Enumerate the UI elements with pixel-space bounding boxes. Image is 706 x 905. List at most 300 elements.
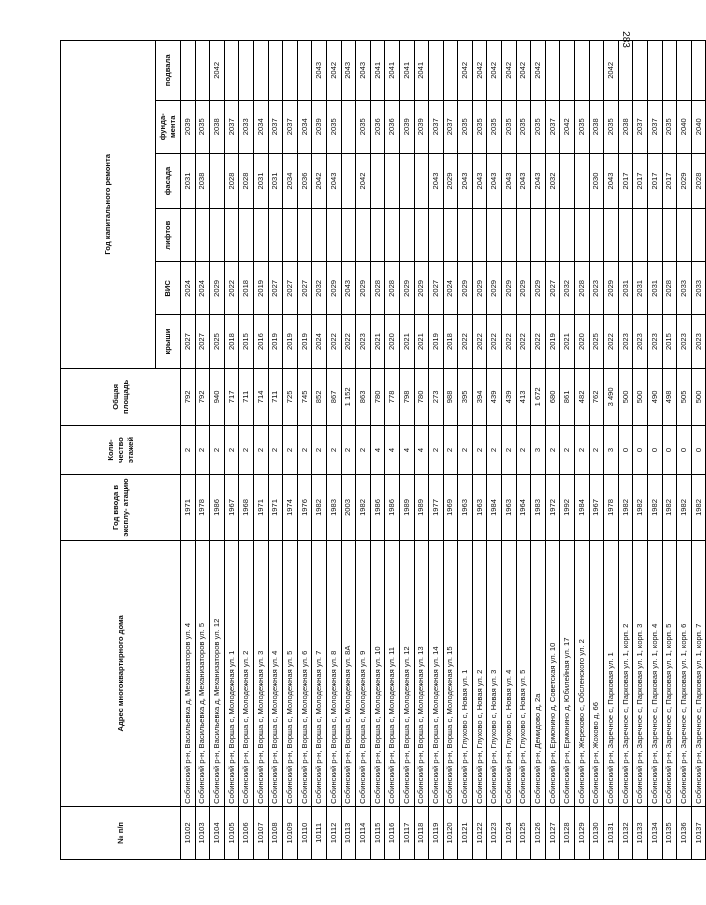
cell-foundation: 2035 bbox=[502, 100, 517, 153]
cell-facade: 2043 bbox=[326, 153, 341, 208]
cell-year: 1972 bbox=[545, 475, 560, 541]
cell-facade: 2036 bbox=[297, 153, 312, 208]
cell-num: 10115 bbox=[370, 806, 385, 859]
cell-floors: 4 bbox=[385, 426, 400, 475]
cell-lift bbox=[604, 209, 619, 262]
table-row bbox=[181, 41, 196, 860]
cell-lift bbox=[253, 209, 268, 262]
header-vis: ВИС bbox=[156, 262, 181, 315]
cell-vis: 2029 bbox=[210, 262, 225, 315]
cell-roof: 2015 bbox=[239, 315, 254, 368]
cell-roof: 2019 bbox=[297, 315, 312, 368]
cell-lift bbox=[399, 209, 414, 262]
cell-floors: 4 bbox=[414, 426, 429, 475]
cell-lift bbox=[239, 209, 254, 262]
cell-area: 711 bbox=[268, 368, 283, 425]
cell-vis: 2032 bbox=[312, 262, 327, 315]
table-row bbox=[239, 41, 254, 860]
cell-floors: 2 bbox=[443, 426, 458, 475]
cell-lift bbox=[356, 209, 371, 262]
cell-year: 1984 bbox=[575, 475, 590, 541]
cell-roof: 2016 bbox=[253, 315, 268, 368]
cell-roof: 2020 bbox=[385, 315, 400, 368]
cell-basement: 2042 bbox=[531, 41, 546, 101]
cell-lift bbox=[560, 209, 575, 262]
cell-address: Собинский р-н, Ворша с, Молодежная ул. 15 bbox=[443, 540, 458, 806]
cell-facade bbox=[370, 153, 385, 208]
cell-num: 10112 bbox=[326, 806, 341, 859]
cell-lift bbox=[691, 209, 706, 262]
cell-year: 1982 bbox=[677, 475, 692, 541]
cell-lift bbox=[385, 209, 400, 262]
cell-vis: 2029 bbox=[531, 262, 546, 315]
table-row bbox=[195, 41, 210, 860]
cell-foundation: 2038 bbox=[210, 100, 225, 153]
cell-foundation: 2037 bbox=[648, 100, 663, 153]
cell-address: Собинский р-н, Ворша с, Молодежная ул. 10 bbox=[370, 540, 385, 806]
cell-year: 1982 bbox=[648, 475, 663, 541]
cell-num: 10126 bbox=[531, 806, 546, 859]
table-row bbox=[575, 41, 590, 860]
table-row bbox=[253, 41, 268, 860]
cell-roof: 2027 bbox=[195, 315, 210, 368]
cell-area: 792 bbox=[195, 368, 210, 425]
cell-num: 10133 bbox=[633, 806, 648, 859]
cell-area: 867 bbox=[326, 368, 341, 425]
cell-foundation: 2035 bbox=[531, 100, 546, 153]
table-row bbox=[487, 41, 502, 860]
cell-num: 10134 bbox=[648, 806, 663, 859]
cell-floors: 2 bbox=[356, 426, 371, 475]
cell-num: 10117 bbox=[399, 806, 414, 859]
cell-lift bbox=[458, 209, 473, 262]
cell-floors: 0 bbox=[633, 426, 648, 475]
cell-address: Собинский р-н, Ворша с, Молодежная ул. 8А bbox=[341, 540, 356, 806]
cell-facade: 2042 bbox=[356, 153, 371, 208]
cell-area: 498 bbox=[662, 368, 677, 425]
cell-year: 1984 bbox=[487, 475, 502, 541]
cell-vis: 2027 bbox=[268, 262, 283, 315]
cell-vis: 2029 bbox=[604, 262, 619, 315]
cell-roof: 2023 bbox=[618, 315, 633, 368]
cell-roof: 2019 bbox=[283, 315, 298, 368]
cell-facade: 2031 bbox=[181, 153, 196, 208]
cell-vis: 2029 bbox=[356, 262, 371, 315]
cell-basement bbox=[239, 41, 254, 101]
table-row bbox=[502, 41, 517, 860]
cell-year: 1963 bbox=[458, 475, 473, 541]
cell-floors: 2 bbox=[560, 426, 575, 475]
cell-foundation bbox=[341, 100, 356, 153]
cell-foundation: 2034 bbox=[297, 100, 312, 153]
table-row bbox=[356, 41, 371, 860]
table-row bbox=[370, 41, 385, 860]
cell-area: 1 152 bbox=[341, 368, 356, 425]
cell-year: 1978 bbox=[195, 475, 210, 541]
cell-num: 10113 bbox=[341, 806, 356, 859]
cell-facade: 2043 bbox=[531, 153, 546, 208]
cell-lift bbox=[502, 209, 517, 262]
cell-basement: 2041 bbox=[370, 41, 385, 101]
cell-vis: 2024 bbox=[181, 262, 196, 315]
cell-foundation: 2034 bbox=[253, 100, 268, 153]
cell-facade: 2029 bbox=[443, 153, 458, 208]
cell-address: Собинский р-н, Заречное с, Парковая ул. 1, корп. 5 bbox=[662, 540, 677, 806]
cell-roof: 2022 bbox=[458, 315, 473, 368]
cell-year: 1982 bbox=[633, 475, 648, 541]
cell-num: 10124 bbox=[502, 806, 517, 859]
cell-vis: 2031 bbox=[633, 262, 648, 315]
cell-area: 940 bbox=[210, 368, 225, 425]
cell-area: 439 bbox=[502, 368, 517, 425]
cell-address: Собинский р-н, Васильевка д, Механизаторов ул. 12 bbox=[210, 540, 225, 806]
cell-foundation: 2035 bbox=[604, 100, 619, 153]
cell-roof: 2021 bbox=[399, 315, 414, 368]
cell-vis: 2029 bbox=[516, 262, 531, 315]
cell-vis: 2022 bbox=[224, 262, 239, 315]
cell-foundation: 2037 bbox=[224, 100, 239, 153]
cell-year: 1982 bbox=[691, 475, 706, 541]
cell-basement bbox=[429, 41, 444, 101]
cell-roof: 2021 bbox=[414, 315, 429, 368]
header-roof: крыши bbox=[156, 315, 181, 368]
cell-address: Собинский р-н, Заречное с, Парковая ул. 1, корп. 2 bbox=[618, 540, 633, 806]
cell-foundation: 2035 bbox=[516, 100, 531, 153]
cell-basement bbox=[677, 41, 692, 101]
cell-floors: 2 bbox=[253, 426, 268, 475]
cell-facade: 2034 bbox=[283, 153, 298, 208]
cell-floors: 2 bbox=[239, 426, 254, 475]
header-area: Общая площадь bbox=[61, 368, 181, 425]
cell-floors: 0 bbox=[677, 426, 692, 475]
cell-lift bbox=[370, 209, 385, 262]
cell-address: Собинский р-н, Жерехово с, Обсленского ул. 2 bbox=[575, 540, 590, 806]
cell-num: 10103 bbox=[195, 806, 210, 859]
cell-address: Собинский р-н, Ворша с, Молодежная ул. 5 bbox=[283, 540, 298, 806]
cell-area: 680 bbox=[545, 368, 560, 425]
cell-vis: 2027 bbox=[545, 262, 560, 315]
cell-area: 439 bbox=[487, 368, 502, 425]
cell-year: 1976 bbox=[297, 475, 312, 541]
cell-basement bbox=[283, 41, 298, 101]
cell-foundation: 2039 bbox=[181, 100, 196, 153]
cell-address: Собинский р-н, Глухово с, Новая ул. 2 bbox=[472, 540, 487, 806]
table-row bbox=[443, 41, 458, 860]
cell-year: 1974 bbox=[283, 475, 298, 541]
cell-lift bbox=[589, 209, 604, 262]
cell-roof: 2020 bbox=[575, 315, 590, 368]
table-row bbox=[429, 41, 444, 860]
cell-address: Собинский р-н, Ворша с, Молодежная ул. 2 bbox=[239, 540, 254, 806]
cell-year: 1971 bbox=[253, 475, 268, 541]
cell-roof: 2023 bbox=[691, 315, 706, 368]
cell-facade bbox=[385, 153, 400, 208]
cell-num: 10135 bbox=[662, 806, 677, 859]
cell-roof: 2022 bbox=[326, 315, 341, 368]
cell-area: 714 bbox=[253, 368, 268, 425]
cell-roof: 2018 bbox=[224, 315, 239, 368]
cell-vis: 2029 bbox=[487, 262, 502, 315]
cell-area: 717 bbox=[224, 368, 239, 425]
cell-facade: 2042 bbox=[312, 153, 327, 208]
cell-facade: 2028 bbox=[239, 153, 254, 208]
cell-lift bbox=[662, 209, 677, 262]
cell-roof: 2023 bbox=[648, 315, 663, 368]
cell-address: Собинский р-н, Ворша с, Молодежная ул. 3 bbox=[253, 540, 268, 806]
cell-floors: 4 bbox=[370, 426, 385, 475]
cell-foundation: 2036 bbox=[370, 100, 385, 153]
cell-year: 1982 bbox=[618, 475, 633, 541]
cell-lift bbox=[268, 209, 283, 262]
cell-roof: 2022 bbox=[502, 315, 517, 368]
table-row bbox=[648, 41, 663, 860]
cell-address: Собинский р-н, Заречное с, Парковая ул. 1, корп. 3 bbox=[633, 540, 648, 806]
cell-facade bbox=[414, 153, 429, 208]
cell-facade: 2017 bbox=[662, 153, 677, 208]
cell-area: 725 bbox=[283, 368, 298, 425]
cell-area: 394 bbox=[472, 368, 487, 425]
cell-lift bbox=[516, 209, 531, 262]
cell-area: 500 bbox=[633, 368, 648, 425]
header-lift: лифтов bbox=[156, 209, 181, 262]
cell-floors: 2 bbox=[224, 426, 239, 475]
cell-basement: 2041 bbox=[385, 41, 400, 101]
cell-foundation: 2039 bbox=[312, 100, 327, 153]
cell-year: 1986 bbox=[210, 475, 225, 541]
cell-facade bbox=[210, 153, 225, 208]
cell-foundation: 2035 bbox=[575, 100, 590, 153]
cell-foundation: 2037 bbox=[429, 100, 444, 153]
cell-facade: 2028 bbox=[691, 153, 706, 208]
cell-num: 10105 bbox=[224, 806, 239, 859]
cell-lift bbox=[210, 209, 225, 262]
cell-roof: 2023 bbox=[677, 315, 692, 368]
cell-roof: 2022 bbox=[531, 315, 546, 368]
cell-vis: 2029 bbox=[399, 262, 414, 315]
cell-basement bbox=[195, 41, 210, 101]
table-row bbox=[531, 41, 546, 860]
cell-num: 10119 bbox=[429, 806, 444, 859]
cell-foundation: 2037 bbox=[545, 100, 560, 153]
cell-year: 1983 bbox=[531, 475, 546, 541]
cell-facade: 2043 bbox=[604, 153, 619, 208]
cell-address: Собинский р-н, Заречное с, Парковая ул. 1, корп. 7 bbox=[691, 540, 706, 806]
cell-basement bbox=[181, 41, 196, 101]
cell-area: 861 bbox=[560, 368, 575, 425]
table-row bbox=[662, 41, 677, 860]
cell-area: 273 bbox=[429, 368, 444, 425]
table-row bbox=[560, 41, 575, 860]
cell-area: 778 bbox=[385, 368, 400, 425]
cell-lift bbox=[487, 209, 502, 262]
cell-facade bbox=[341, 153, 356, 208]
header-facade: фасада bbox=[156, 153, 181, 208]
page-number: 283 bbox=[620, 31, 632, 48]
cell-foundation: 2037 bbox=[283, 100, 298, 153]
cell-lift bbox=[531, 209, 546, 262]
cell-area: 988 bbox=[443, 368, 458, 425]
cell-floors: 3 bbox=[604, 426, 619, 475]
cell-roof: 2027 bbox=[181, 315, 196, 368]
cell-facade: 2043 bbox=[429, 153, 444, 208]
cell-floors: 2 bbox=[516, 426, 531, 475]
cell-foundation: 2035 bbox=[487, 100, 502, 153]
cell-area: 852 bbox=[312, 368, 327, 425]
cell-basement bbox=[560, 41, 575, 101]
cell-basement bbox=[297, 41, 312, 101]
rotated-table-wrapper bbox=[60, 40, 703, 860]
cell-area: 505 bbox=[677, 368, 692, 425]
cell-floors: 2 bbox=[210, 426, 225, 475]
cell-lift bbox=[297, 209, 312, 262]
cell-lift bbox=[648, 209, 663, 262]
cell-basement: 2041 bbox=[399, 41, 414, 101]
cell-floors: 0 bbox=[691, 426, 706, 475]
cell-year: 1964 bbox=[516, 475, 531, 541]
cell-roof: 2021 bbox=[370, 315, 385, 368]
cell-basement: 2042 bbox=[326, 41, 341, 101]
cell-num: 10118 bbox=[414, 806, 429, 859]
cell-foundation: 2035 bbox=[356, 100, 371, 153]
cell-year: 1982 bbox=[662, 475, 677, 541]
cell-basement bbox=[443, 41, 458, 101]
cell-area: 863 bbox=[356, 368, 371, 425]
table-row bbox=[589, 41, 604, 860]
cell-vis: 2029 bbox=[502, 262, 517, 315]
cell-area: 395 bbox=[458, 368, 473, 425]
table-row bbox=[283, 41, 298, 860]
cell-roof: 2022 bbox=[487, 315, 502, 368]
cell-facade: 2043 bbox=[458, 153, 473, 208]
cell-foundation: 2036 bbox=[385, 100, 400, 153]
cell-num: 10121 bbox=[458, 806, 473, 859]
table-row bbox=[399, 41, 414, 860]
cell-num: 10129 bbox=[575, 806, 590, 859]
header-num: № п/п bbox=[61, 806, 181, 859]
cell-vis: 2029 bbox=[326, 262, 341, 315]
cell-vis: 2027 bbox=[429, 262, 444, 315]
cell-num: 10107 bbox=[253, 806, 268, 859]
table-row bbox=[604, 41, 619, 860]
cell-basement: 2042 bbox=[502, 41, 517, 101]
cell-roof: 2022 bbox=[472, 315, 487, 368]
cell-area: 762 bbox=[589, 368, 604, 425]
cell-area: 490 bbox=[648, 368, 663, 425]
cell-vis: 2028 bbox=[575, 262, 590, 315]
cell-foundation: 2035 bbox=[662, 100, 677, 153]
cell-floors: 2 bbox=[268, 426, 283, 475]
cell-lift bbox=[283, 209, 298, 262]
cell-foundation: 2039 bbox=[399, 100, 414, 153]
cell-year: 1989 bbox=[414, 475, 429, 541]
header-basement: подвала bbox=[156, 41, 181, 101]
cell-basement: 2042 bbox=[487, 41, 502, 101]
cell-basement bbox=[545, 41, 560, 101]
cell-year: 1992 bbox=[560, 475, 575, 541]
cell-floors: 0 bbox=[662, 426, 677, 475]
cell-num: 10122 bbox=[472, 806, 487, 859]
cell-vis: 2027 bbox=[283, 262, 298, 315]
table-row bbox=[691, 41, 706, 860]
cell-floors: 2 bbox=[312, 426, 327, 475]
cell-vis: 2027 bbox=[297, 262, 312, 315]
cell-foundation: 2035 bbox=[458, 100, 473, 153]
table-row bbox=[224, 41, 239, 860]
cell-area: 500 bbox=[618, 368, 633, 425]
cell-num: 10109 bbox=[283, 806, 298, 859]
cell-area: 3 490 bbox=[604, 368, 619, 425]
cell-lift bbox=[472, 209, 487, 262]
cell-address: Собинский р-н, Заречное с, Парковая ул. 1 bbox=[604, 540, 619, 806]
cell-area: 1 672 bbox=[531, 368, 546, 425]
cell-floors: 2 bbox=[502, 426, 517, 475]
cell-roof: 2019 bbox=[268, 315, 283, 368]
cell-num: 10123 bbox=[487, 806, 502, 859]
cell-floors: 2 bbox=[429, 426, 444, 475]
cell-basement bbox=[268, 41, 283, 101]
cell-address: Собинский р-н, Ворша с, Молодежная ул. 7 bbox=[312, 540, 327, 806]
table-row bbox=[458, 41, 473, 860]
table-row bbox=[341, 41, 356, 860]
cell-floors: 0 bbox=[618, 426, 633, 475]
cell-foundation: 2042 bbox=[560, 100, 575, 153]
cell-foundation: 2037 bbox=[633, 100, 648, 153]
cell-basement bbox=[253, 41, 268, 101]
cell-year: 1989 bbox=[399, 475, 414, 541]
cell-foundation: 2039 bbox=[414, 100, 429, 153]
cell-vis: 2031 bbox=[618, 262, 633, 315]
cell-address: Собинский р-н, Заречное с, Парковая ул. 1, корп. 4 bbox=[648, 540, 663, 806]
cell-vis: 2024 bbox=[443, 262, 458, 315]
cell-num: 10116 bbox=[385, 806, 400, 859]
cell-year: 1986 bbox=[370, 475, 385, 541]
cell-foundation: 2038 bbox=[618, 100, 633, 153]
cell-basement: 2042 bbox=[210, 41, 225, 101]
cell-vis: 2033 bbox=[691, 262, 706, 315]
cell-vis: 2019 bbox=[253, 262, 268, 315]
cell-lift bbox=[181, 209, 196, 262]
cell-floors: 3 bbox=[531, 426, 546, 475]
cell-basement bbox=[618, 41, 633, 101]
header-repair: Год капитального ремонта bbox=[61, 41, 156, 369]
cell-basement: 2043 bbox=[356, 41, 371, 101]
cell-roof: 2019 bbox=[545, 315, 560, 368]
cell-lift bbox=[195, 209, 210, 262]
cell-year: 1971 bbox=[181, 475, 196, 541]
cell-facade: 2029 bbox=[677, 153, 692, 208]
cell-area: 745 bbox=[297, 368, 312, 425]
cell-num: 10114 bbox=[356, 806, 371, 859]
cell-vis: 2024 bbox=[195, 262, 210, 315]
cell-lift bbox=[341, 209, 356, 262]
header-foundation: фунда- мента bbox=[156, 100, 181, 153]
table-row bbox=[326, 41, 341, 860]
cell-facade: 2043 bbox=[516, 153, 531, 208]
cell-facade: 2038 bbox=[195, 153, 210, 208]
cell-floors: 2 bbox=[472, 426, 487, 475]
cell-basement: 2043 bbox=[312, 41, 327, 101]
cell-lift bbox=[545, 209, 560, 262]
cell-basement: 2041 bbox=[414, 41, 429, 101]
cell-vis: 2028 bbox=[385, 262, 400, 315]
cell-basement bbox=[575, 41, 590, 101]
cell-address: Собинский р-н, Ворша с, Молодежная ул. 4 bbox=[268, 540, 283, 806]
cell-vis: 2029 bbox=[414, 262, 429, 315]
cell-num: 10131 bbox=[604, 806, 619, 859]
cell-address: Собинский р-н, Ворша с, Молодежная ул. 1 bbox=[224, 540, 239, 806]
cell-basement bbox=[662, 41, 677, 101]
cell-num: 10136 bbox=[677, 806, 692, 859]
